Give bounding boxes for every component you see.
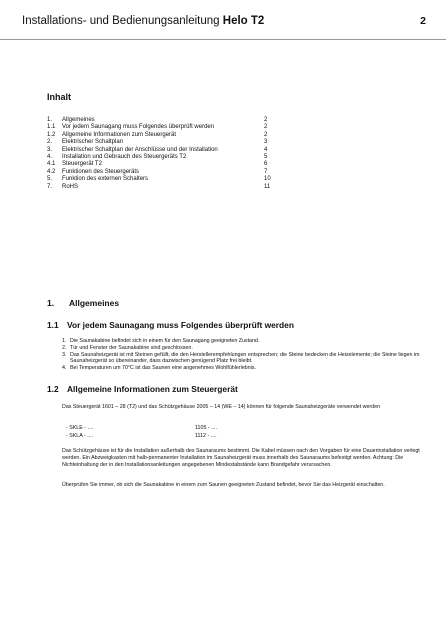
toc-entry-number: 1.	[47, 117, 53, 123]
toc-entry-number: 3.	[47, 146, 53, 153]
toc-entry-number: 7.	[47, 183, 53, 190]
section-title: Allgemeine Informationen zum Steuergerät	[67, 384, 238, 394]
toc-entry-number: 2.	[47, 139, 53, 146]
section-number: 1.1	[47, 320, 59, 330]
document-title	[22, 14, 264, 28]
toc-entry-title: Allgemeine Informationen zum Steuergerät	[62, 131, 177, 138]
intro-paragraph: Das Steuergerät 1601 – 28 (T2) und das Schützgehäuse 2005 – 14 (WE – 14) können für folgende Saunaheizgeräte verwendet werden	[62, 404, 381, 410]
toc-entry-title: Vor jedem Saunagang muss Folgendes überprüft werden	[62, 124, 215, 131]
table-of-contents	[47, 117, 277, 191]
heater-model-row	[62, 433, 262, 441]
checklist-item-text: Tür und Fenster der Saunakabine sind geschlossen.	[70, 344, 193, 351]
toc-entry-number: 5.	[47, 176, 53, 183]
toc-entry[interactable]	[47, 161, 277, 168]
toc-entry-page: 10	[264, 176, 271, 183]
toc-entry-number: 4.1	[47, 161, 56, 168]
toc-entry[interactable]	[47, 124, 277, 131]
product-name: Helo T2	[222, 15, 265, 27]
toc-entry[interactable]	[47, 132, 277, 139]
installation-paragraph: Das Schützgehäuse ist für die Installation außerhalb des Saunaraums bestimmt. Die Kabel müssen nach den Vorgaben für eine Dauerinstallation verlegt werden. Ein Abzweigkasten mit halb-permanenter Installation im Saunaheizgerät muss innerhalb des Saunaraums befestigt werden. Achtung: Die Nichteinhaltung der in den Installationsanleitungen angegebenen Mindestabstände kann Brandgefahr verursachen.	[62, 448, 420, 468]
toc-heading: Inhalt	[47, 92, 71, 102]
toc-entry[interactable]	[47, 147, 277, 154]
safety-check-paragraph: Überprüfen Sie immer, ob sich die Saunakabine in einem zum Saunen geeigneten Zustand befindet, bevor Sie das Heizgerät einschalten.	[62, 482, 385, 488]
toc-entry-page: 11	[264, 183, 271, 190]
toc-entry-page: 4	[264, 146, 268, 153]
toc-entry-number: 1.2	[47, 131, 56, 138]
checklist-item-number: 4.	[62, 365, 67, 372]
toc-entry-title: Funktionen des Steuergeräts	[62, 168, 140, 175]
toc-entry[interactable]	[47, 176, 277, 183]
checklist-item-number: 1.	[62, 338, 67, 344]
toc-entry-title: Allgemeines	[62, 117, 95, 123]
toc-entry-title: Installation und Gebrauch des Steuergeräts T2	[62, 153, 187, 160]
toc-entry[interactable]	[47, 139, 277, 146]
page-header	[22, 14, 426, 30]
toc-entry[interactable]	[47, 184, 277, 191]
section-heading-controller-info	[47, 384, 238, 394]
checklist-item-text: Bei Temperaturen um 70°C ist das Saunen eine angenehmes Wohlfühlerlebnis.	[70, 365, 256, 372]
heater-model-row	[62, 425, 262, 433]
toc-entry-page: 7	[264, 168, 268, 175]
heater-model-name: - SKLA - ....	[66, 432, 94, 439]
toc-entry[interactable]	[47, 169, 277, 176]
toc-entry-page: 2	[264, 131, 268, 138]
checklist-item-number: 2.	[62, 344, 67, 351]
checklist-item-number: 3.	[62, 351, 67, 358]
toc-entry[interactable]	[47, 154, 277, 161]
heater-model-list	[62, 425, 262, 440]
checklist-item-text: Das Saunaheizgerät ist mit Steinen gefüllt, die den Herstellerempfehlungen entsprechen; die Steine bedecken die Heizelemente; die Steine liegen im Saunaheizgerät so übereinander, dass dazwischen genügend Platz frei bleibt.	[70, 351, 420, 365]
heater-model-name: - SKLE - ....	[66, 425, 94, 431]
checklist-item	[62, 365, 422, 372]
toc-entry-title: Elektrischer Schaltplan	[62, 139, 124, 146]
toc-entry-page: 2	[264, 117, 268, 123]
header-divider	[0, 39, 446, 40]
toc-entry-title: Steuergerät T2	[62, 161, 102, 168]
toc-entry-number: 4.2	[47, 168, 56, 175]
document-title-prefix: Installations- und Bedienungsanleitung	[22, 15, 223, 27]
toc-entry-page: 2	[264, 124, 268, 131]
toc-entry-title: Elektrischer Schaltplan der Anschlüsse und der Installation	[62, 146, 218, 153]
toc-entry-number: 4.	[47, 153, 53, 160]
toc-entry[interactable]	[47, 117, 277, 124]
checklist-item	[62, 352, 422, 366]
toc-entry-number: 1.1	[47, 124, 56, 131]
heater-model-code: 1112 - ....	[195, 432, 217, 439]
toc-entry-title: RoHS	[62, 183, 79, 190]
checklist-item	[62, 345, 422, 352]
checklist-item-text: Die Saunakabine befindet sich in einem für den Saunagang geeigneten Zustand.	[70, 338, 260, 344]
toc-entry-page: 6	[264, 161, 268, 168]
section-heading-checks	[47, 320, 294, 330]
toc-entry-page: 3	[264, 139, 268, 146]
page-number: 2	[420, 15, 426, 27]
heater-model-code: 1105 - ....	[195, 425, 217, 431]
toc-entry-page: 5	[264, 153, 268, 160]
section-heading-general	[47, 298, 119, 308]
checklist-item	[62, 338, 422, 345]
checklist	[62, 338, 422, 372]
section-number: 1.2	[47, 384, 59, 394]
toc-entry-title: Funktion des externen Schalters	[62, 176, 149, 183]
section-number: 1.	[47, 298, 55, 308]
section-title: Allgemeines	[69, 298, 120, 308]
section-title: Vor jedem Saunagang muss Folgendes überprüft werden	[67, 320, 294, 330]
